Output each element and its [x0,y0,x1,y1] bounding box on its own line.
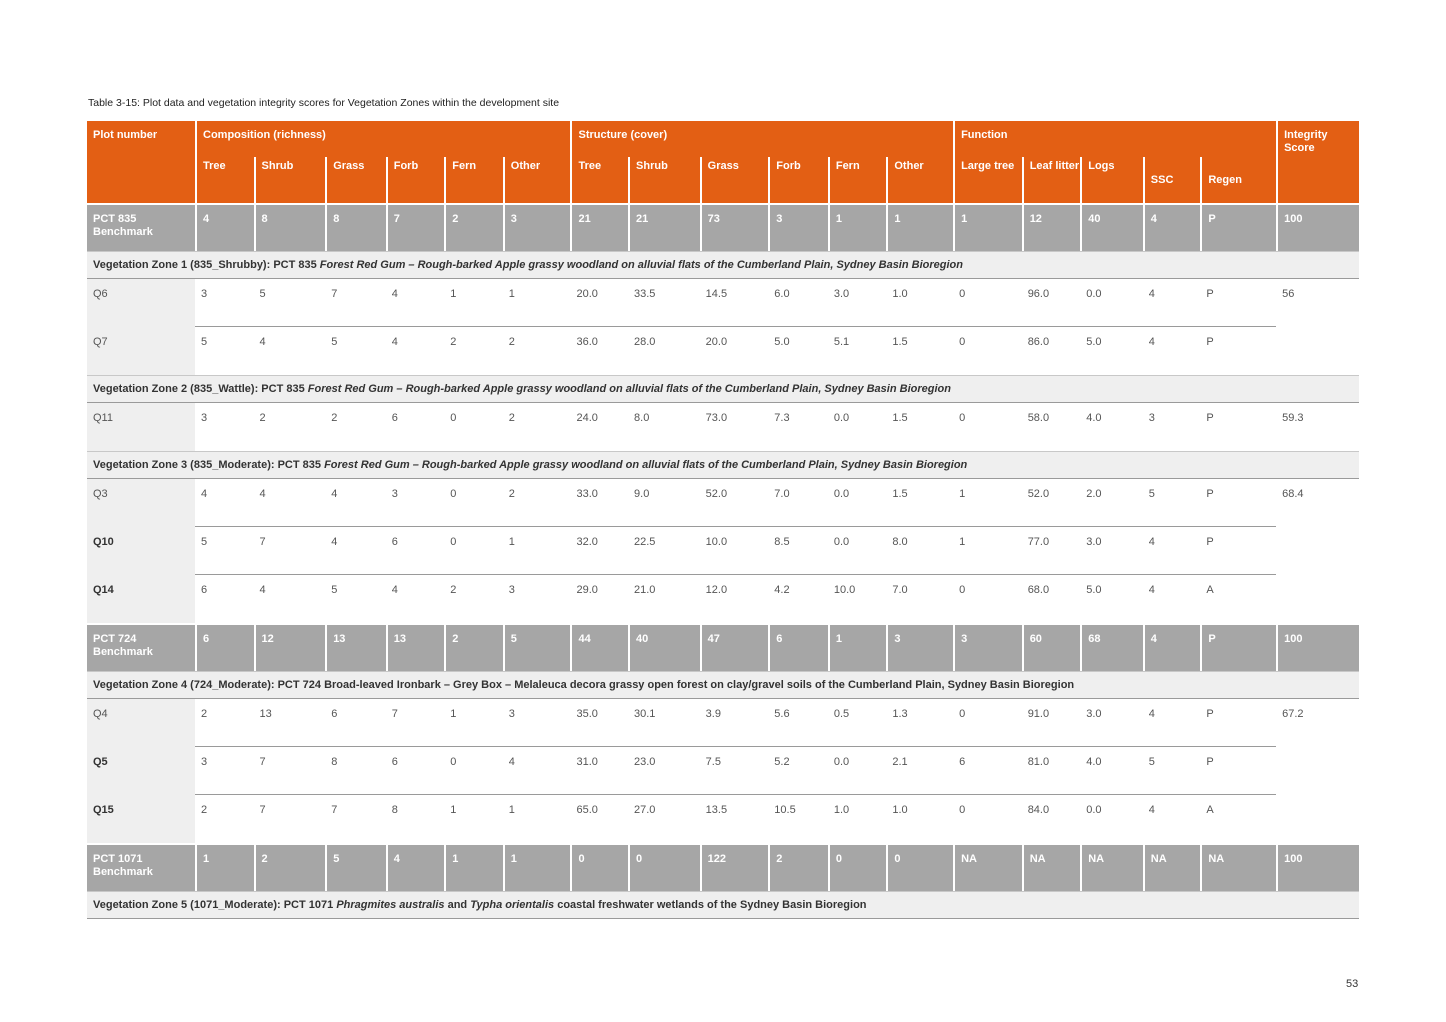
value-cell: 0.0 [1080,279,1143,327]
zone-text-italic2: Typha orientalis [470,899,555,911]
value-cell: P [1200,479,1276,527]
header-struct-forb: Forb [768,157,828,203]
benchmark-row [87,203,1359,251]
value-cell: 4 [1148,804,1155,816]
value-cell: 8 [391,804,398,816]
plot-cell: Q7 [87,327,195,375]
plot-cell [87,623,195,671]
value-cell: 0 [444,527,503,575]
value-cell: 0.0 [828,479,887,527]
integrity-score-cell [1276,575,1359,623]
zone-text-pre: Vegetation Zone 1 (835_Shrubby): PCT 835 [93,259,320,271]
value-cell: 10.5 [774,804,796,816]
value-cell: 9.0 [628,479,700,527]
value-cell: 2 [508,336,515,348]
value-cell: 40 [628,623,700,671]
value-cell: 24.0 [576,412,598,424]
value-cell: P [1200,699,1276,747]
benchmark-name: PCT 835 [93,213,137,225]
table-row [87,327,1359,375]
value-cell: 12 [1022,203,1081,251]
zone-description [87,251,1359,279]
value-cell: 3.0 [828,279,887,327]
value-cell: 1.5 [892,412,908,424]
value-cell: 4 [1148,584,1155,596]
value-cell: 5 [325,843,386,891]
value-cell: NA [1022,843,1081,891]
value-cell: 4 [254,479,326,527]
value-cell: 3 [195,279,254,327]
value-cell: 0 [959,412,966,424]
plot-cell: Q15 [87,795,195,843]
integrity-score-cell: 100 [1276,623,1359,671]
value-cell: 68 [1080,623,1143,671]
table-row [87,527,1359,575]
value-cell: 6 [195,623,254,671]
value-cell: 65.0 [576,804,598,816]
value-cell: 1 [828,623,887,671]
value-cell: 3 [886,623,953,671]
value-cell: NA [1143,843,1201,891]
value-cell: 29.0 [576,584,598,596]
benchmark-name: PCT 1071 [93,853,143,865]
value-cell: 8.0 [886,527,953,575]
plot-cell: Q11 [87,403,195,451]
value-cell: 12 [254,623,326,671]
value-cell: 1.5 [886,479,953,527]
value-cell: 3.0 [1080,527,1143,575]
value-cell: 4 [1143,623,1201,671]
value-cell: 0.0 [828,747,887,795]
zone-text-post2: coastal freshwater wetlands of the Sydney Basin Bioregion [554,899,867,911]
value-cell: 6 [201,584,208,596]
value-cell: 2 [450,584,457,596]
value-cell: 21 [570,203,628,251]
value-cell: 122 [700,843,769,891]
value-cell: 81.0 [1022,747,1081,795]
benchmark-label: Benchmark [93,866,153,878]
value-cell: 3 [768,203,828,251]
value-cell: 4 [503,747,571,795]
zone-row [87,375,1359,403]
zone-text-post: and [444,899,471,911]
value-cell: 4 [1143,699,1201,747]
value-cell: 3 [953,623,1022,671]
value-cell: 3 [386,479,445,527]
value-cell: 73 [700,203,769,251]
value-cell: 6 [386,527,445,575]
value-cell: 4 [386,279,445,327]
value-cell: 0.0 [1086,804,1102,816]
value-cell: 7.5 [700,747,769,795]
value-cell: 1 [444,843,503,891]
value-cell: 77.0 [1022,527,1081,575]
integrity-score-cell [1276,747,1359,795]
value-cell: 7 [325,279,386,327]
value-cell: 1 [450,804,457,816]
value-cell: 1 [953,203,1022,251]
value-cell: 8 [325,747,386,795]
value-cell: NA [953,843,1022,891]
value-cell: 1 [503,279,571,327]
value-cell: 13.5 [705,804,728,816]
value-cell: 58.0 [1027,412,1050,424]
value-cell: 0.0 [833,412,850,424]
value-cell: 2 [195,699,254,747]
header-func-logs: Logs [1080,157,1143,203]
header-func-large-tree: Large tree [953,157,1022,203]
value-cell: 21.0 [634,584,656,596]
value-cell: 4 [386,843,445,891]
page-number: 53 [1346,978,1359,990]
value-cell: 60 [1022,623,1081,671]
value-cell: 4 [259,584,266,596]
value-cell: 22.5 [628,527,700,575]
value-cell: 1 [828,203,887,251]
value-cell: 6.0 [768,279,828,327]
zone-text-pre: Vegetation Zone 2 (835_Wattle): PCT 835 [93,383,308,395]
value-cell: 28.0 [634,336,656,348]
table-row [87,747,1359,795]
value-cell: 8 [325,203,386,251]
table-row [87,699,1359,747]
table-caption: Table 3-15: Plot data and vegetation integrity scores for Vegetation Zones within the development site [88,97,560,109]
value-cell: 33.0 [570,479,628,527]
value-cell: 1.3 [886,699,953,747]
value-cell: 0 [828,843,887,891]
value-cell: 14.5 [700,279,769,327]
value-cell: 32.0 [570,527,628,575]
zone-text-italic: Forest Red Gum – Rough-barked Apple grassy woodland on alluvial flats of the Cumberland Plain, Sydney Basin Bioregion [324,459,968,471]
value-cell: 1 [508,804,515,816]
value-cell: 3 [508,584,515,596]
value-cell: 6 [325,699,386,747]
integrity-score-cell [1276,527,1359,575]
value-cell: 2.1 [886,747,953,795]
value-cell: 0 [628,843,700,891]
table-row [87,575,1359,623]
value-cell: 2 [508,412,515,424]
benchmark-label: Benchmark [93,226,153,238]
value-cell: 0 [444,479,503,527]
header-structure: Structure (cover) [570,121,953,157]
value-cell: P [1200,279,1276,327]
header-integrity-line1: Integrity [1284,129,1328,141]
header-comp-shrub: Shrub [254,157,326,203]
zone-row [87,891,1359,919]
integrity-score-cell: 56 [1282,288,1295,300]
header-comp-tree: Tree [195,157,254,203]
value-cell: 4 [1143,279,1201,327]
value-cell: 2 [254,843,326,891]
zone-description [87,375,1359,403]
vegetation-integrity-table [87,121,1359,919]
value-cell: 7 [254,747,326,795]
value-cell: 8.5 [768,527,828,575]
table-row [87,403,1359,451]
benchmark-name: PCT 724 [93,633,137,645]
value-cell: 10.0 [700,527,769,575]
value-cell: 1.0 [833,804,850,816]
value-cell: 3 [503,699,571,747]
value-cell: 0 [444,747,503,795]
value-cell: 33.5 [628,279,700,327]
benchmark-row [87,623,1359,671]
zone-text-italic: Forest Red Gum – Rough-barked Apple grassy woodland on alluvial flats of the Cumberland Plain, Sydney Basin Bioregion [307,383,951,395]
value-cell: 68.0 [1027,584,1050,596]
value-cell: P [1200,203,1276,251]
zone-text-pre: Vegetation Zone 4 (724_Moderate): PCT 724 Broad-leaved Ironbark – Grey Box – Melaleuca decora grassy open forest on clay/gravel soils of the Cumberland Plain, Sydney Basin Bioregion [93,679,1075,691]
value-cell: 7 [331,804,338,816]
value-cell: P [1200,623,1276,671]
value-cell: 4.0 [1080,747,1143,795]
value-cell: 4 [391,584,398,596]
value-cell: 4 [259,336,266,348]
value-cell: 2.0 [1080,479,1143,527]
value-cell: 36.0 [576,336,598,348]
value-cell: P [1206,336,1214,348]
header-plot-number: Plot number [87,121,195,203]
header-func-leaf-litter: Leaf litter [1022,157,1081,203]
value-cell: P [1200,747,1276,795]
value-cell: 3 [503,203,571,251]
header-struct-other: Other [886,157,953,203]
value-cell: 0 [953,699,1022,747]
table-row [87,795,1359,843]
value-cell: 8 [254,203,326,251]
value-cell: 7 [254,527,326,575]
plot-cell: Q6 [87,279,195,327]
value-cell: 7 [259,804,266,816]
value-cell: 31.0 [570,747,628,795]
header-struct-fern: Fern [828,157,887,203]
integrity-score-cell [1276,327,1359,375]
value-cell: 6 [386,747,445,795]
plot-cell [87,843,195,891]
zone-description [87,671,1359,699]
value-cell: 27.0 [634,804,656,816]
header-func-ssc: SSC [1143,157,1201,203]
value-cell: 1.0 [886,279,953,327]
value-cell: P [1200,527,1276,575]
table-row [87,279,1359,327]
value-cell: 5 [1143,747,1201,795]
value-cell: 23.0 [628,747,700,795]
value-cell: 5.0 [1086,584,1102,596]
value-cell: 4 [325,479,386,527]
value-cell: 7.0 [892,584,908,596]
value-cell: 20.0 [570,279,628,327]
plot-cell: Q3 [87,479,195,527]
value-cell: 6 [391,412,398,424]
value-cell: 52.0 [700,479,769,527]
value-cell: 5 [1143,479,1201,527]
value-cell: 1.0 [892,804,908,816]
value-cell: 2 [331,412,338,424]
zone-description [87,891,1359,919]
value-cell: 4.0 [1086,412,1102,424]
value-cell: 91.0 [1022,699,1081,747]
plot-cell: Q14 [87,575,195,623]
zone-text-pre: Vegetation Zone 5 (1071_Moderate): PCT 1071 [93,899,337,911]
value-cell: 7 [386,699,445,747]
value-cell: 1 [886,203,953,251]
value-cell: 5 [254,279,326,327]
value-cell: 0.0 [828,527,887,575]
value-cell: P [1206,412,1214,424]
value-cell: 0 [570,843,628,891]
integrity-score-cell: 100 [1276,843,1359,891]
value-cell: 0 [959,584,966,596]
value-cell: 47 [700,623,769,671]
value-cell: 1 [444,699,503,747]
value-cell: A [1206,804,1214,816]
value-cell: 84.0 [1027,804,1050,816]
value-cell: 5.0 [1086,336,1102,348]
plot-cell: Q5 [87,747,195,795]
value-cell: 5 [503,623,571,671]
plot-cell: Q4 [87,699,195,747]
value-cell: 13 [325,623,386,671]
value-cell: 4 [1143,203,1201,251]
plot-cell: Q10 [87,527,195,575]
value-cell: 4 [1143,527,1201,575]
value-cell: 5 [195,527,254,575]
value-cell: 5 [331,336,338,348]
value-cell: 7.0 [768,479,828,527]
zone-row [87,251,1359,279]
header-integrity-line2: Score [1284,142,1315,154]
header-function: Function [953,121,1276,157]
value-cell: 7 [386,203,445,251]
value-cell: 5.2 [768,747,828,795]
header-struct-grass: Grass [700,157,769,203]
benchmark-label: Benchmark [93,646,153,658]
integrity-score-cell: 68.4 [1282,488,1304,500]
value-cell: 1.5 [892,336,908,348]
value-cell: 5 [201,336,208,348]
value-cell: 0 [886,843,953,891]
header-func-regen: Regen [1200,157,1276,203]
header-comp-forb: Forb [386,157,445,203]
value-cell: 44 [570,623,628,671]
value-cell: 10.0 [833,584,856,596]
header-composition: Composition (richness) [195,121,570,157]
header-struct-tree: Tree [570,157,628,203]
value-cell: 4 [391,336,398,348]
value-cell: 1 [503,527,571,575]
value-cell: 1 [953,527,1022,575]
value-cell: NA [1080,843,1143,891]
plot-cell [87,203,195,251]
integrity-score-cell: 67.2 [1282,708,1304,720]
value-cell: 1 [503,843,571,891]
zone-row [87,451,1359,479]
value-cell: 4 [195,479,254,527]
value-cell: 2 [450,336,457,348]
value-cell: 2 [444,203,503,251]
integrity-score-cell [1276,795,1359,843]
value-cell: 6 [768,623,828,671]
value-cell: 12.0 [705,584,728,596]
value-cell: 0 [450,412,457,424]
value-cell: 1 [195,843,254,891]
header-comp-grass: Grass [325,157,386,203]
value-cell: 21 [628,203,700,251]
value-cell: 3 [1148,412,1155,424]
value-cell: 5 [331,584,338,596]
value-cell: 2 [768,843,828,891]
header-comp-other: Other [503,157,571,203]
header-integrity-score [1276,121,1359,203]
value-cell: 5.6 [768,699,828,747]
zone-description [87,451,1359,479]
value-cell: 96.0 [1022,279,1081,327]
value-cell: 2 [201,804,208,816]
value-cell: 1 [953,479,1022,527]
zone-text-italic: Phragmites australis [336,899,445,911]
benchmark-row [87,843,1359,891]
value-cell: 73.0 [705,412,728,424]
value-cell: 1 [444,279,503,327]
value-cell: 13 [254,699,326,747]
value-cell: 7.3 [774,412,790,424]
value-cell: 40 [1080,203,1143,251]
value-cell: 0.5 [828,699,887,747]
value-cell: 13 [386,623,445,671]
value-cell: 6 [953,747,1022,795]
value-cell: 3.9 [700,699,769,747]
value-cell: 4 [325,527,386,575]
value-cell: NA [1200,843,1276,891]
value-cell: 35.0 [570,699,628,747]
header-comp-fern: Fern [444,157,503,203]
value-cell: 3.0 [1080,699,1143,747]
zone-text-italic: Forest Red Gum – Rough-barked Apple grassy woodland on alluvial flats of the Cumberland Plain, Sydney Basin Bioregion [319,259,963,271]
header-struct-shrub: Shrub [628,157,700,203]
zone-row [87,671,1359,699]
value-cell: 8.0 [634,412,650,424]
value-cell: 5.0 [774,336,790,348]
value-cell: 3 [201,412,208,424]
zone-text-pre: Vegetation Zone 3 (835_Moderate): PCT 835 [93,459,325,471]
value-cell: 30.1 [628,699,700,747]
value-cell: 4 [1148,336,1155,348]
table-row [87,479,1359,527]
value-cell: 2 [444,623,503,671]
value-cell: 2 [259,412,266,424]
value-cell: 52.0 [1022,479,1081,527]
integrity-score-cell: 100 [1276,203,1359,251]
value-cell: 0 [953,279,1022,327]
value-cell: 0 [959,804,966,816]
integrity-score-cell: 59.3 [1282,412,1304,424]
value-cell: 20.0 [705,336,728,348]
value-cell: 4 [195,203,254,251]
value-cell: 0 [959,336,966,348]
value-cell: A [1206,584,1214,596]
value-cell: 5.1 [833,336,850,348]
value-cell: 4.2 [774,584,790,596]
value-cell: 3 [195,747,254,795]
value-cell: 86.0 [1027,336,1050,348]
value-cell: 2 [503,479,571,527]
